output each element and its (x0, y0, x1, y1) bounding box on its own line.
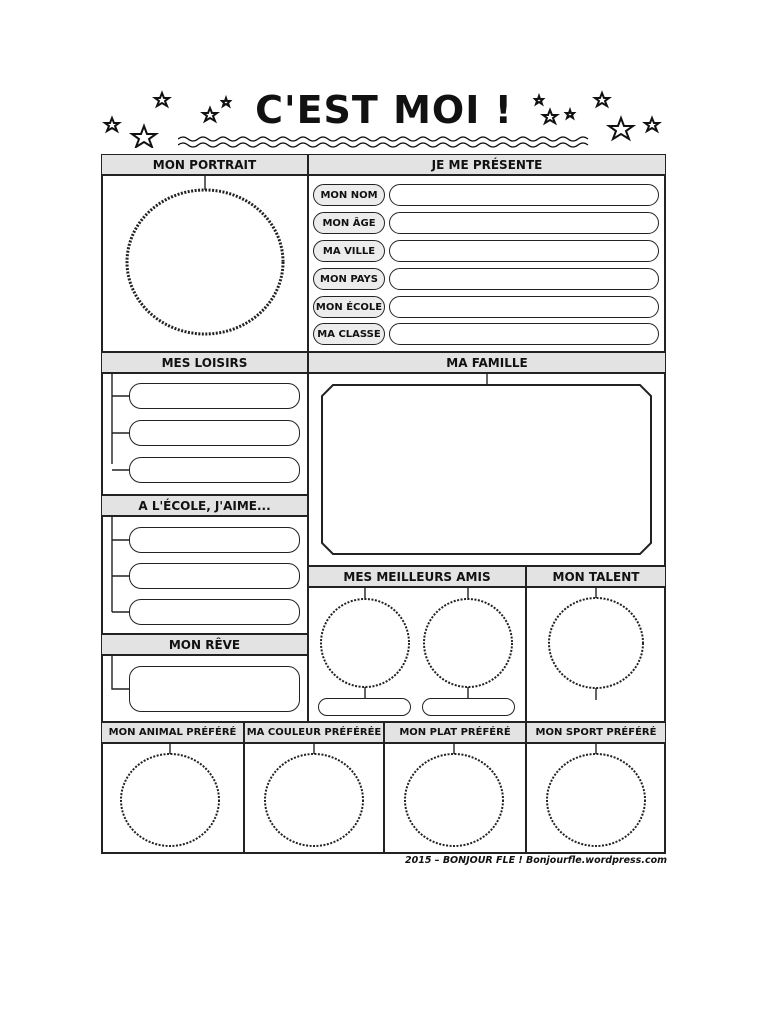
famille-drawing-frame (322, 385, 651, 554)
portrait-frame-circle (127, 190, 283, 334)
field-tag-age: MON ÂGE (313, 212, 385, 234)
ami-circle-2 (424, 599, 512, 687)
section-header-loisirs: MES LOISIRS (101, 352, 308, 373)
field-tag-ville: MA VILLE (313, 240, 385, 262)
section-header-talent: MON TALENT (526, 566, 666, 587)
section-header-portrait: MON PORTRAIT (101, 154, 308, 175)
field-tag-classe: MA CLASSE (313, 323, 385, 345)
section-header-plat: MON PLAT PRÉFÉRÉ (384, 722, 526, 743)
ami-circle-1 (321, 599, 409, 687)
page-title: C'EST MOI ! (255, 88, 513, 132)
section-header-sport: MON SPORT PRÉFÉRÉ (526, 722, 666, 743)
footer-credit: 2015 – BONJOUR FLE ! Bonjourfle.wordpress.com (405, 855, 667, 866)
couleur-circle (265, 754, 363, 846)
talent-circle (549, 598, 643, 688)
section-header-reve: MON RÊVE (101, 634, 308, 655)
section-header-amis: MES MEILLEURS AMIS (308, 566, 526, 587)
section-header-animal: MON ANIMAL PRÉFÉRÉ (101, 722, 244, 743)
section-header-couleur: MA COULEUR PRÉFÉRÉE (244, 722, 384, 743)
sport-circle (547, 754, 645, 846)
field-tag-pays: MON PAYS (313, 268, 385, 290)
section-header-famille: MA FAMILLE (308, 352, 666, 373)
animal-circle (121, 754, 219, 846)
section-header-ecole: A L'ÉCOLE, J'AIME... (101, 495, 308, 516)
section-header-presente: JE ME PRÉSENTE (308, 154, 666, 175)
field-tag-ecole: MON ÉCOLE (313, 296, 385, 318)
plat-circle (405, 754, 503, 846)
field-tag-nom: MON NOM (313, 184, 385, 206)
